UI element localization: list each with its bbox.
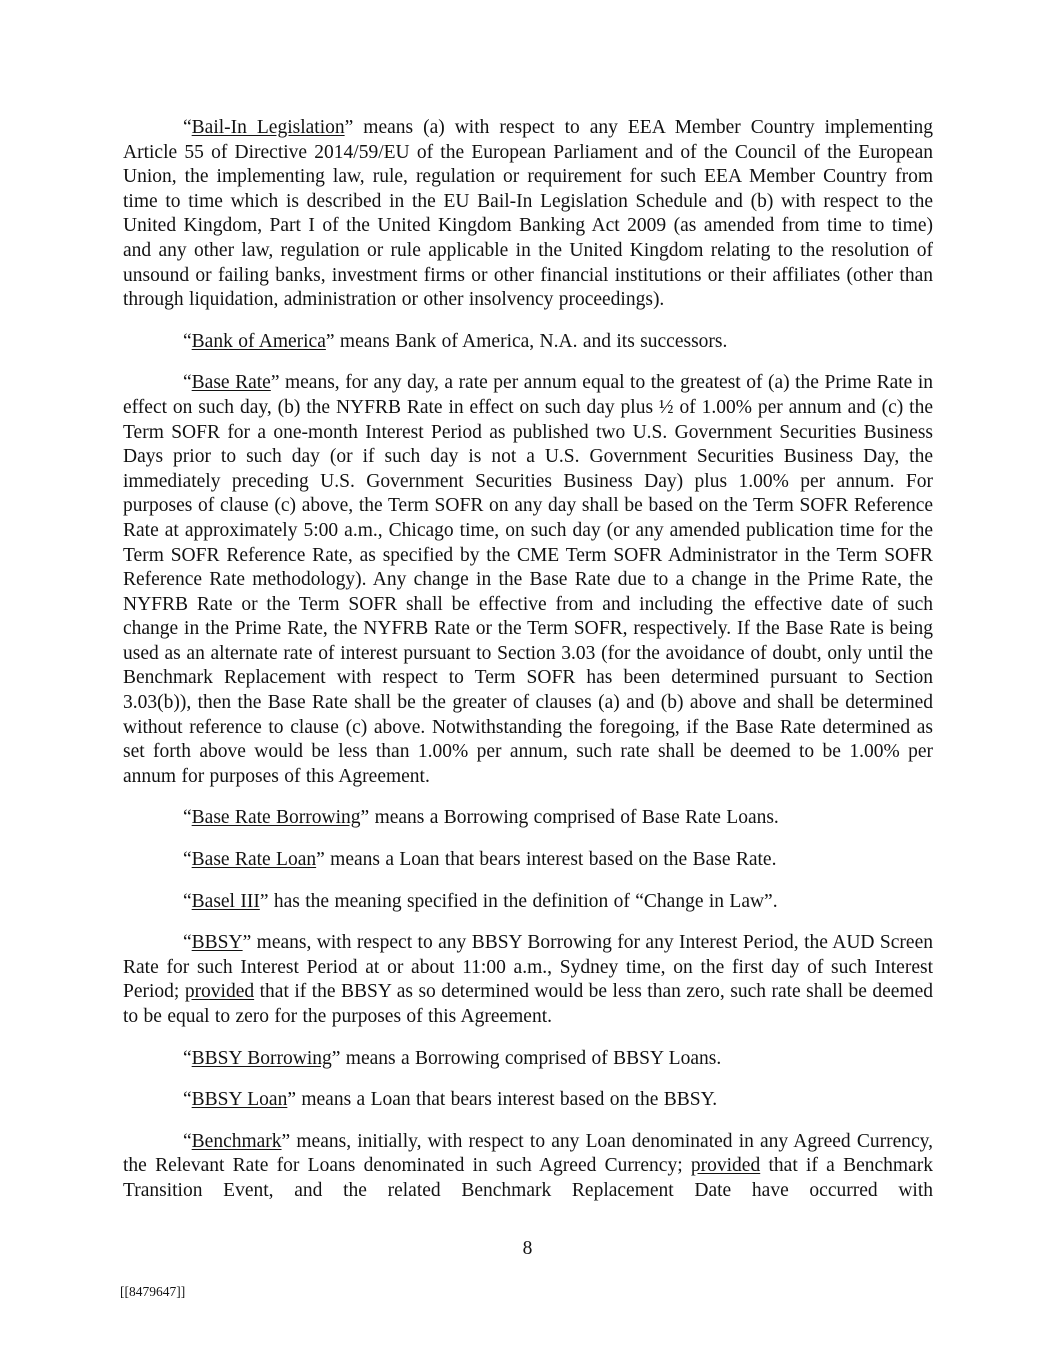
- paragraph-text: ” means Bank of America, N.A. and its successors.: [325, 330, 728, 352]
- page-number: 8: [522, 1238, 533, 1259]
- paragraph: [123, 931, 933, 1029]
- defined-term: provided: [184, 981, 255, 1003]
- paragraph-text: ” has the meaning specified in the definition of “Change in Law”.: [259, 890, 778, 912]
- paragraph: [123, 116, 933, 313]
- paragraph: [123, 890, 933, 915]
- paragraph: [123, 848, 933, 873]
- paragraph-text: “: [183, 1130, 192, 1152]
- defined-term: Base Rate Borrowing: [191, 807, 361, 829]
- paragraph-text: that if the BBSY as so determined would be less than zero, such rate shall be deemed to be equal to zero for the purposes of this Agreement.: [123, 981, 933, 1027]
- paragraph-text: “: [183, 932, 192, 954]
- defined-term: Bail-In Legislation: [191, 117, 345, 138]
- paragraph: [123, 1130, 933, 1204]
- paragraph: [123, 371, 933, 789]
- paragraph-text: that if a Benchmark Transition Event, and the related Benchmark Replacement Date have occurred with: [123, 1155, 933, 1201]
- paragraph-text: “: [183, 330, 192, 352]
- paragraph-text: “: [183, 890, 192, 912]
- paragraph-text: ” means (a) with respect to any EEA Member Country implementing Article 55 of Directive 2014/59/EU of the European Parliament and of the Council of the European Union, the implementing law, rule, regulation or requirement for such EEA Member Country from time to time which is described in the EU Bail-In Legislation Schedule and (b) with respect to the United Kingdom, Part I of the United Kingdom Banking Act 2009 (as amended from time to time) and any other law, regulation or rule applicable in the United Kingdom relating to the resolution of unsound or failing banks, investment firms or other financial institutions or their affiliates (other than through liquidation, administration or other insolvency proceedings).: [123, 117, 933, 311]
- defined-term: Basel III: [191, 890, 260, 912]
- paragraph: [123, 806, 933, 831]
- paragraph: [123, 330, 933, 355]
- paragraph-text: ” means a Borrowing comprised of Base Rate Loans.: [360, 807, 779, 829]
- paragraph: [123, 1047, 933, 1072]
- paragraph-text: “: [183, 117, 192, 138]
- paragraph-text: ” means a Loan that bears interest based on the Base Rate.: [316, 849, 777, 871]
- paragraph-text: ” means a Borrowing comprised of BBSY Loans.: [331, 1047, 722, 1069]
- paragraph-text: “: [183, 849, 192, 871]
- paragraph-text: ” means, for any day, a rate per annum equal to the greatest of (a) the Prime Rate in effect on such day, (b) the NYFRB Rate in effect on such day plus ½ of 1.00% per annum and (c) the Term SOFR for a one-month Interest Period as published two U.S. Government Securities Business Days prior to such day (or if such day is not a U.S. Government Securities Business Day, the immediately preceding U.S. Government Securities Business Day) plus 1.00% per annum. For purposes of clause (c) above, the Term SOFR on any day shall be based on the Term SOFR Reference Rate at approximately 5:00 a.m., Chicago time, on such day (or any amended publication time for the Term SOFR Reference Rate, as specified by the CME Term SOFR Administrator in the Term SOFR Reference Rate methodology). Any change in the Base Rate due to a change in the Prime Rate, the NYFRB Rate or the Term SOFR shall be effective from and including the effective date of such change in the Prime Rate, the NYFRB Rate or the Term SOFR, respectively. If the Base Rate is being used as an alternate rate of interest pursuant to Section 3.03 (for the avoidance of doubt, only until the Benchmark Replacement with respect to Term SOFR has been determined pursuant to Section 3.03(b)), then the Base Rate shall be the greater of clauses (a) and (b) above and shall be determined without reference to clause (c) above. Notwithstanding the foregoing, if the Base Rate determined as set forth above would be less than 1.00% per annum, such rate shall be deemed to be 1.00% per annum for purposes of this Agreement.: [123, 372, 933, 787]
- defined-term: provided: [690, 1155, 761, 1177]
- defined-term: Base Rate Loan: [191, 849, 317, 871]
- paragraph-text: ” means a Loan that bears interest based on the BBSY.: [287, 1089, 718, 1111]
- document-body: [123, 116, 933, 1204]
- paragraph: [123, 1088, 933, 1113]
- defined-term: Base Rate: [191, 372, 271, 394]
- defined-term: BBSY Borrowing: [191, 1047, 332, 1069]
- paragraph-text: ” means, with respect to any BBSY Borrowing for any Interest Period, the AUD Screen Rate for such Interest Period at or about 11:00 a.m., Sydney time, on the first day of such Interest Period;: [123, 932, 933, 1003]
- defined-term: Bank of America: [191, 330, 326, 352]
- defined-term: BBSY Loan: [191, 1089, 288, 1111]
- paragraph-text: “: [183, 372, 192, 394]
- paragraph-text: “: [183, 1089, 192, 1111]
- defined-term: BBSY: [191, 932, 243, 954]
- document-id-footer: [[8479647]]: [120, 1284, 186, 1299]
- paragraph-text: ” means, initially, with respect to any Loan denominated in any Agreed Currency, the Relevant Rate for Loans denominated in such Agreed Currency;: [123, 1130, 933, 1177]
- paragraph-text: “: [183, 1047, 192, 1069]
- paragraph-text: “: [183, 807, 192, 829]
- defined-term: Benchmark: [191, 1130, 282, 1152]
